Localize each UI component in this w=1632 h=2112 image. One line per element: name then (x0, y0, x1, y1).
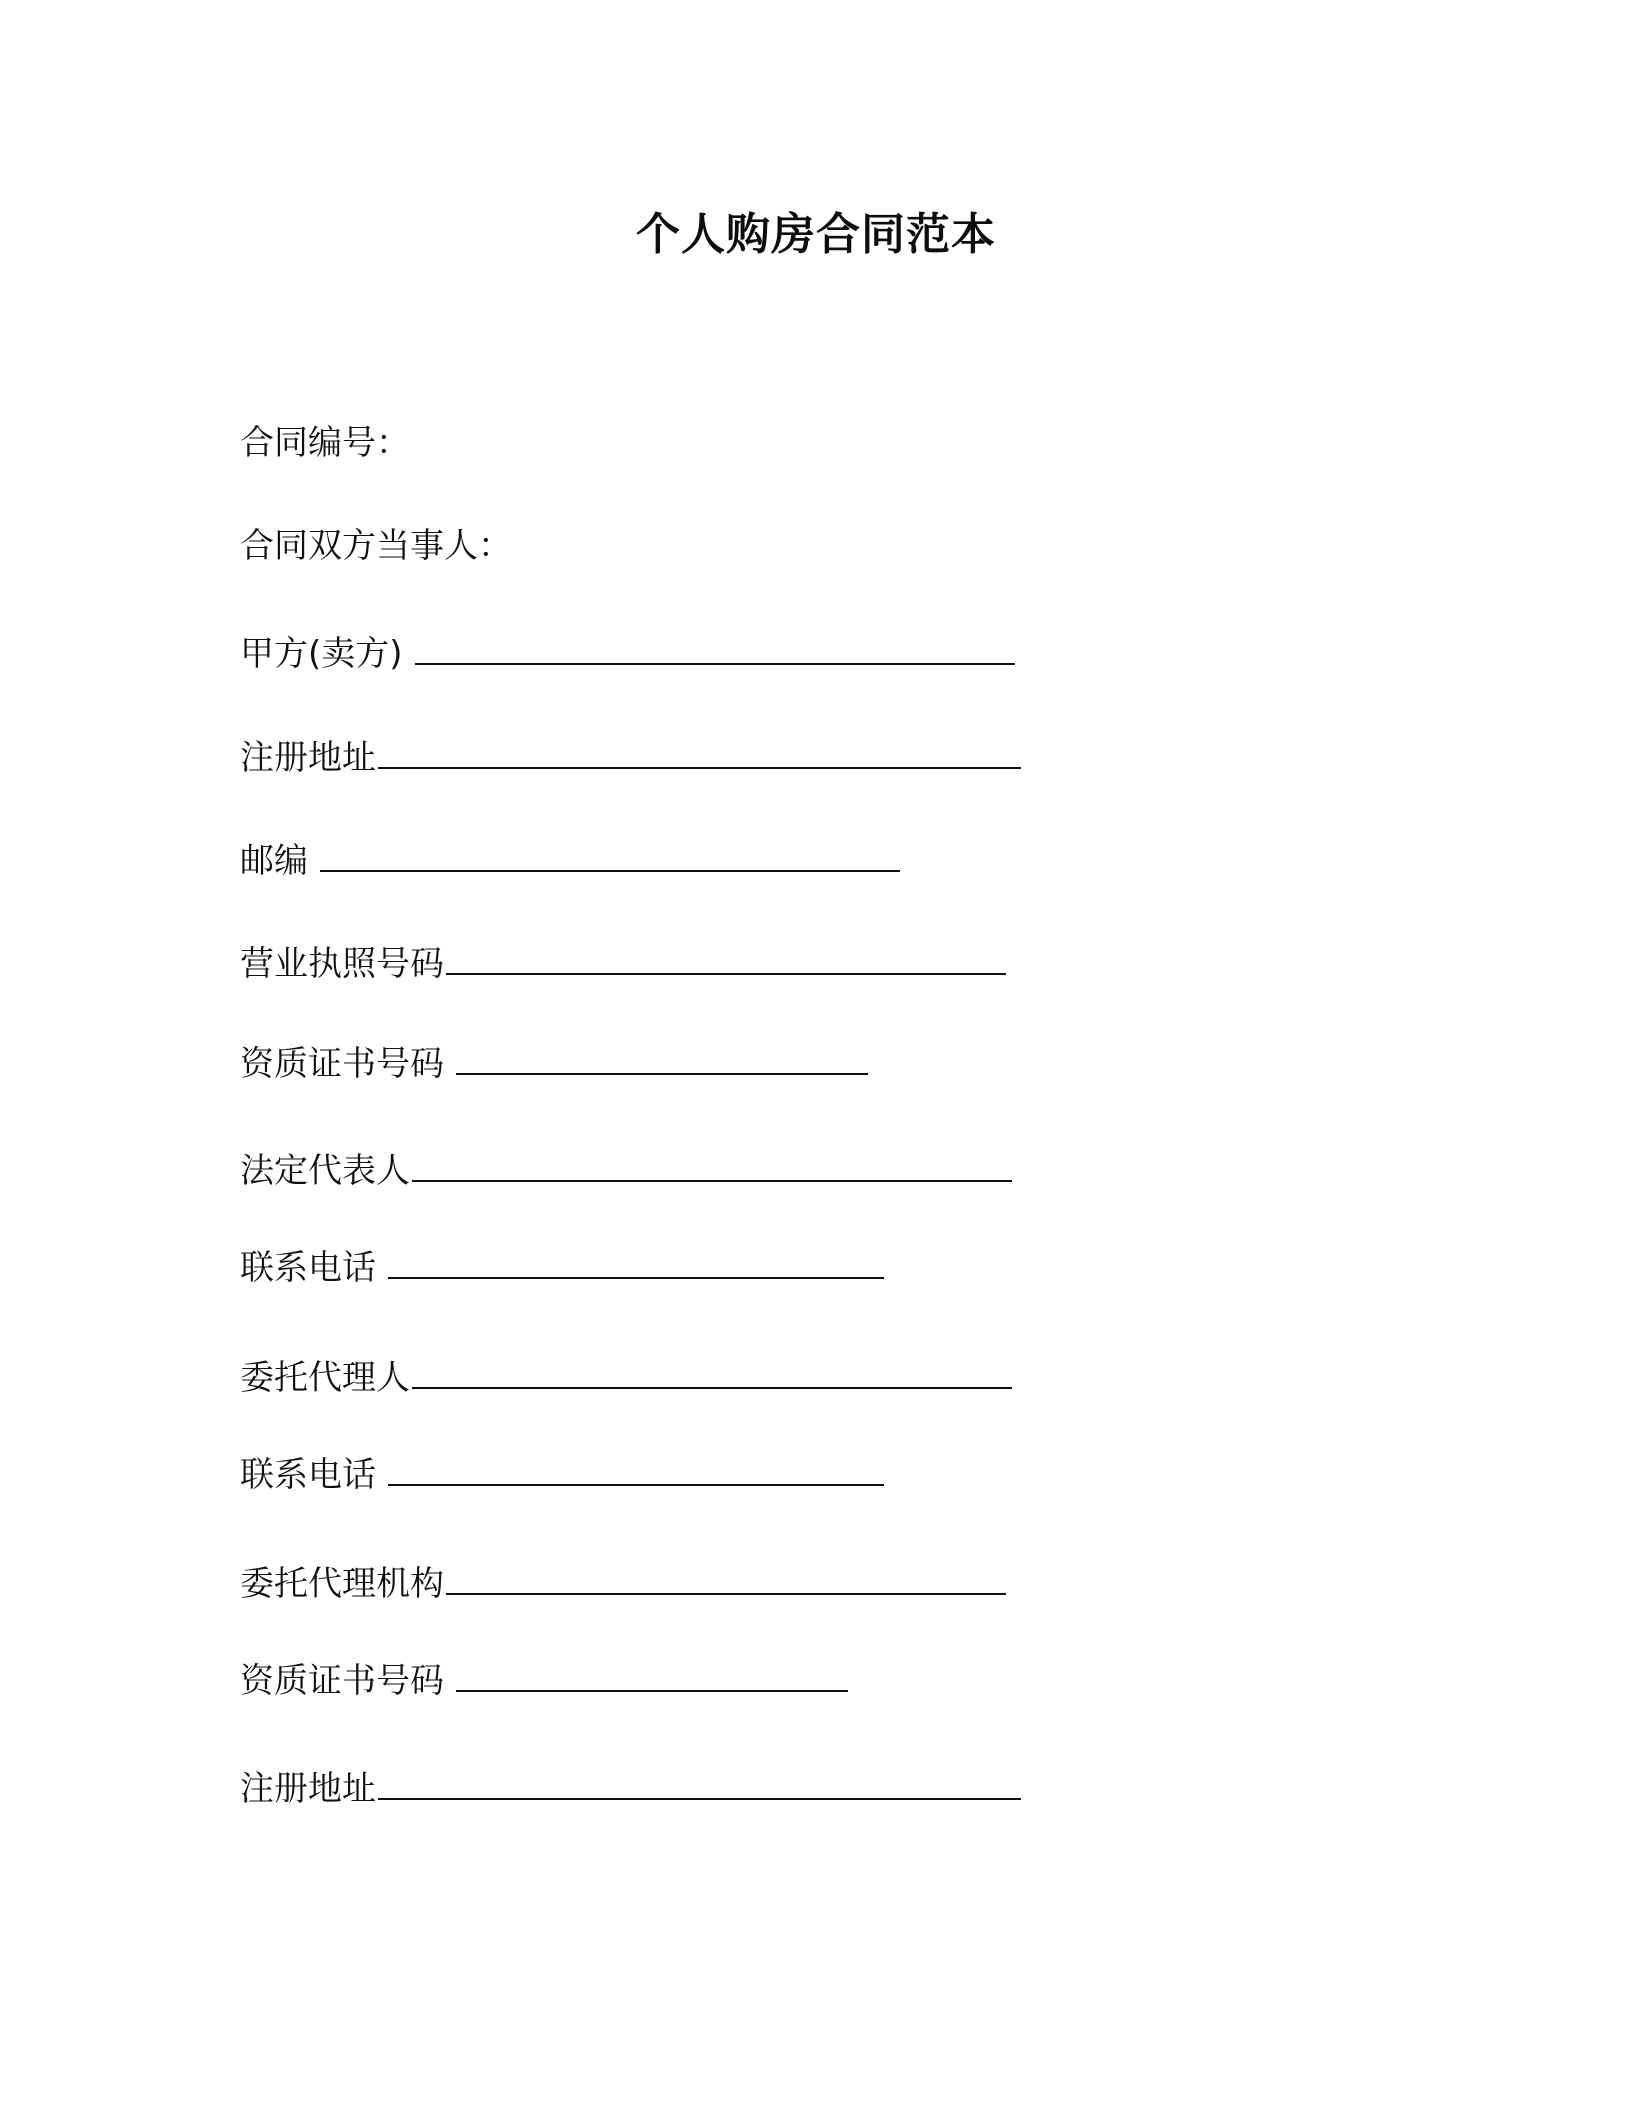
agency-qualification-blank[interactable] (456, 1660, 848, 1692)
contact-phone-label: 联系电话 (240, 1248, 376, 1288)
party-a-seller-line (240, 632, 1015, 676)
business-license-label: 营业执照号码 (240, 944, 444, 984)
document-title: 个人购房合同范本 (636, 209, 996, 260)
agency-qualification-label: 资质证书号码 (240, 1661, 444, 1701)
legal-representative-label: 法定代表人 (240, 1151, 410, 1191)
agent-contact-phone-line (240, 1453, 884, 1497)
agency-address-label: 注册地址 (240, 1769, 376, 1809)
qualification-cert-line (240, 1042, 868, 1086)
contract-number-label: 合同编号： (240, 423, 410, 463)
agency-qualification-line (240, 1659, 848, 1703)
agency-label: 委托代理机构 (240, 1564, 444, 1604)
legal-representative-blank[interactable] (412, 1150, 1012, 1182)
agent-contact-phone-blank[interactable] (388, 1454, 884, 1486)
agent-contact-phone-label: 联系电话 (240, 1455, 376, 1495)
agency-blank[interactable] (446, 1563, 1006, 1595)
contract-parties-line (240, 524, 512, 568)
qualification-cert-blank[interactable] (456, 1043, 868, 1075)
entrusted-agent-line (240, 1356, 1012, 1400)
business-license-line (240, 942, 1006, 986)
registered-address-blank[interactable] (378, 737, 1021, 769)
contract-parties-label: 合同双方当事人： (240, 526, 512, 566)
contact-phone-line (240, 1246, 884, 1290)
entrusted-agent-blank[interactable] (412, 1357, 1012, 1389)
registered-address-line (240, 736, 1021, 780)
business-license-blank[interactable] (446, 943, 1006, 975)
entrusted-agent-label: 委托代理人 (240, 1358, 410, 1398)
contact-phone-blank[interactable] (388, 1247, 884, 1279)
postal-code-blank[interactable] (320, 840, 900, 872)
postal-code-line (240, 839, 900, 883)
agency-line (240, 1562, 1006, 1606)
party-a-seller-blank[interactable] (415, 633, 1015, 665)
contract-number-line (240, 421, 410, 465)
postal-code-label: 邮编 (240, 841, 308, 881)
party-a-seller-label: 甲方(卖方) (240, 634, 403, 674)
legal-representative-line (240, 1149, 1012, 1193)
agency-address-line (240, 1767, 1021, 1811)
registered-address-label: 注册地址 (240, 738, 376, 778)
qualification-cert-label: 资质证书号码 (240, 1044, 444, 1084)
agency-address-blank[interactable] (378, 1768, 1021, 1800)
